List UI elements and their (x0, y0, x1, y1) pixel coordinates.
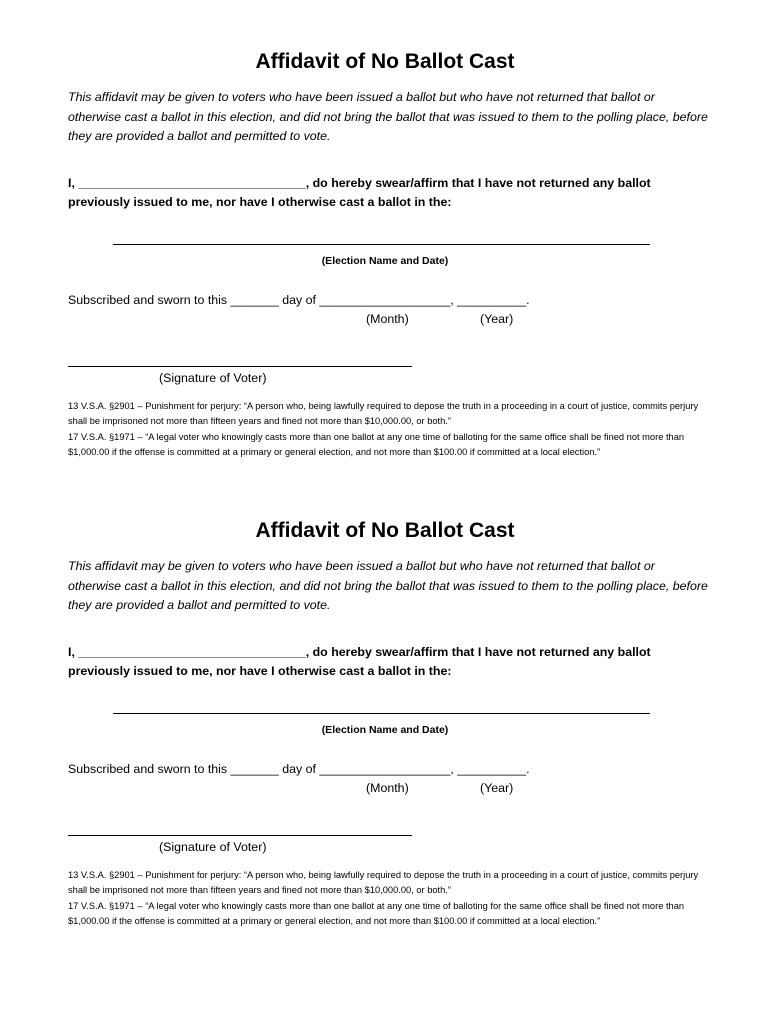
year-label: (Year) (480, 781, 514, 795)
intro-paragraph: This affidavit may be given to voters who have been issued a ballot but who have not returned that ballot or otherwise cast a ballot in this election, and did not bring the ballot that was issued to them to the polling place, before they are provided a ballot and permitted to vote. (68, 559, 708, 612)
election-name-label: (Election Name and Date) (321, 255, 449, 267)
affidavit-form-1 (0, 0, 770, 470)
signature-line[interactable] (68, 366, 412, 367)
swear-statement: I, _________________________________, do hereby swear/affirm that I have not returned any ballot previously issued to me, nor have I otherwise cast a ballot in the: (68, 645, 651, 678)
signature-label: (Signature of Voter) (159, 371, 267, 385)
footnote-voting: 17 V.S.A. §1971 – “A legal voter who knowingly casts more than one ballot at any one time of balloting for the same office shall be fined not more than $1,000.00 if the offense is committed at a primary or general election, and not more than $100.00 if committed at a local election.” (68, 431, 685, 457)
month-label: (Month) (366, 781, 409, 795)
year-label: (Year) (480, 312, 514, 326)
intro-paragraph: This affidavit may be given to voters who have been issued a ballot but who have not returned that ballot or otherwise cast a ballot in this election, and did not bring the ballot that was issued to them to the polling place, before they are provided a ballot and permitted to vote. (68, 90, 708, 143)
affidavit-form-2 (0, 469, 770, 939)
form-title: Affidavit of No Ballot Cast (255, 519, 515, 542)
signature-line[interactable] (68, 835, 412, 836)
election-name-line[interactable] (113, 713, 650, 714)
form-title: Affidavit of No Ballot Cast (255, 50, 515, 73)
legal-footnote (68, 399, 708, 460)
footnote-perjury: 13 V.S.A. §2901 – Punishment for perjury: “A person who, being lawfully required to depose the truth in a proceeding in a court of justice, commits perjury shall be imprisoned not more than fifteen years and fined not more than $10,000.00, or both.” (68, 870, 699, 896)
subscribed-line: Subscribed and sworn to this _______ day of ___________________, __________. (68, 762, 530, 776)
footnote-perjury: 13 V.S.A. §2901 – Punishment for perjury: “A person who, being lawfully required to depose the truth in a proceeding in a court of justice, commits perjury shall be imprisoned not more than fifteen years and fined not more than $10,000.00, or both.” (68, 401, 699, 427)
election-name-line[interactable] (113, 244, 650, 245)
legal-footnote (68, 868, 708, 929)
subscribed-line: Subscribed and sworn to this _______ day of ___________________, __________. (68, 293, 530, 307)
swear-statement: I, _________________________________, do hereby swear/affirm that I have not returned any ballot previously issued to me, nor have I otherwise cast a ballot in the: (68, 176, 651, 209)
election-name-label: (Election Name and Date) (321, 724, 449, 736)
month-label: (Month) (366, 312, 409, 326)
footnote-voting: 17 V.S.A. §1971 – “A legal voter who knowingly casts more than one ballot at any one time of balloting for the same office shall be fined not more than $1,000.00 if the offense is committed at a primary or general election, and not more than $100.00 if committed at a local election.” (68, 900, 685, 926)
signature-label: (Signature of Voter) (159, 840, 267, 854)
